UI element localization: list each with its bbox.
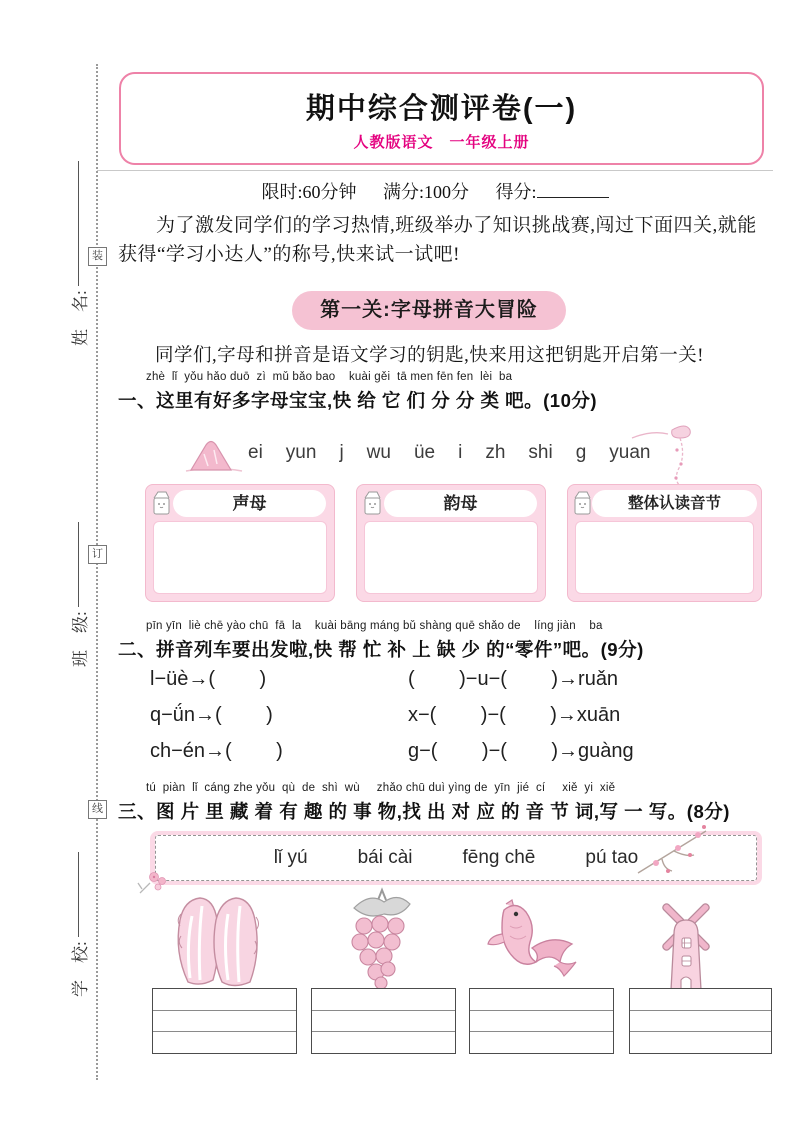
q2-pinyin: pīn yīn liè chē yào chū fā la kuài bāng máng bǔ shàng quē shǎo de líng jiàn ba [146, 620, 603, 632]
q2-text: 二、拼音列车要出发啦,快 帮 忙 补 上 缺 少 的“零件”吧。(9分) [118, 639, 644, 660]
margin-label-class [67, 497, 89, 667]
plum-branch-icon [634, 813, 714, 893]
q2-eq-right-1: ( )−u−( )→ruǎn [408, 668, 619, 690]
q3-text: 三、图 片 里 藏 着 有 趣 的 事 物,找 出 对 应 的 音 节 词,写 一 写。(8分) [118, 801, 730, 822]
letter-item: shi [528, 442, 553, 463]
word-bank-item: pú tao [585, 847, 639, 868]
letter-item: j [339, 442, 344, 463]
volcano-icon [184, 434, 244, 474]
answer-grid-1 [152, 988, 297, 1054]
category-label-zhengti: 整体认读音节 [592, 490, 757, 517]
category-label-shengmu: 声母 [173, 490, 326, 517]
class-blank-line [78, 522, 79, 607]
q2-eq-right-3: g−( )−( )→guàng [408, 740, 634, 762]
q2-eq-left-2: q−ǘn→( ) [150, 704, 273, 726]
word-bank-item: lǐ yú [273, 847, 308, 868]
letter-item: yun [285, 442, 317, 463]
binding-dotted-line [96, 64, 98, 1080]
section1-lead: 同学们,字母和拼音是语文学习的钥匙,快来用这把钥匙开启第一关! [155, 346, 704, 366]
binding-char-xian: 线 [88, 800, 107, 819]
carton-icon [361, 489, 383, 517]
binding-char-zhuang: 装 [88, 247, 107, 266]
answer-grid-4 [629, 988, 772, 1054]
q2-eq-right-2: x−( )−( )→xuān [408, 704, 621, 726]
score-label: 得分: [495, 182, 537, 202]
school-blank-line [78, 852, 79, 937]
fish-image [476, 898, 586, 980]
word-bank-item: bái cài [357, 847, 413, 868]
letter-item: wu [366, 442, 391, 463]
margin-label-name [67, 136, 89, 346]
letter-item: ei [248, 442, 263, 463]
intro-paragraph: 为了激发同学们的学习热情,班级举办了知识挑战赛,闯过下面四关,就能获得“学习小达人”的称号,快来试一试吧! [118, 215, 757, 266]
q1-text: 一、这里有好多字母宝宝,快 给 它 们 分 分 类 吧。(10分) [118, 390, 598, 411]
category-answer-area [575, 521, 754, 594]
q1-pinyin: zhè lǐ yǒu hǎo duō zì mǔ bǎo bao kuài gěi tā men fēn fen lèi ba [146, 371, 513, 383]
time-limit: 限时:60分钟 [261, 182, 357, 202]
class-label: 班 级: [70, 611, 90, 667]
windmill-image [650, 888, 722, 996]
answer-grid-3 [469, 988, 614, 1054]
category-box-yunmu [356, 484, 546, 602]
name-blank-line [78, 161, 79, 286]
header-divider [97, 170, 773, 171]
grapes-image [340, 886, 424, 992]
letter-item: i [458, 442, 463, 463]
cabbage-image [166, 890, 274, 990]
letter-item: g [575, 442, 587, 463]
carton-icon [571, 489, 593, 517]
section1-title-pill: 第一关:字母拼音大冒险 [292, 291, 566, 330]
letter-item: üe [413, 442, 436, 463]
q2-eq-left-1: l−üè→( ) [150, 668, 267, 690]
margin-label-school [67, 827, 89, 997]
answer-grid-2 [311, 988, 456, 1054]
paper-subtitle: 人教版语文 一年级上册 [353, 134, 530, 151]
paper-title: 期中综合测评卷(一) [305, 93, 578, 125]
title-box [119, 72, 764, 165]
carton-icon [150, 489, 172, 517]
category-box-zhengti [567, 484, 762, 602]
full-score: 满分:100分 [382, 182, 469, 202]
letters-row [248, 442, 651, 464]
letter-item: yuan [609, 442, 651, 463]
category-box-shengmu [145, 484, 335, 602]
letter-item: zh [485, 442, 506, 463]
meta-line [97, 178, 773, 204]
category-answer-area [153, 521, 327, 594]
binding-char-ding: 订 [88, 545, 107, 564]
score-blank [537, 181, 609, 198]
word-bank [150, 831, 762, 885]
word-bank-item: fēng chē [462, 847, 536, 868]
category-label-yunmu: 韵母 [384, 490, 537, 517]
school-label: 学 校: [70, 941, 90, 997]
q2-eq-left-3: ch−én→( ) [150, 740, 283, 762]
q3-pinyin: tú piàn lǐ cáng zhe yǒu qù de shì wù zhǎo chū duì yìng de yīn jié cí xiě yi xiě [146, 782, 616, 794]
vine-flower-icon [628, 420, 696, 488]
category-answer-area [364, 521, 538, 594]
name-label: 姓 名: [70, 290, 90, 346]
